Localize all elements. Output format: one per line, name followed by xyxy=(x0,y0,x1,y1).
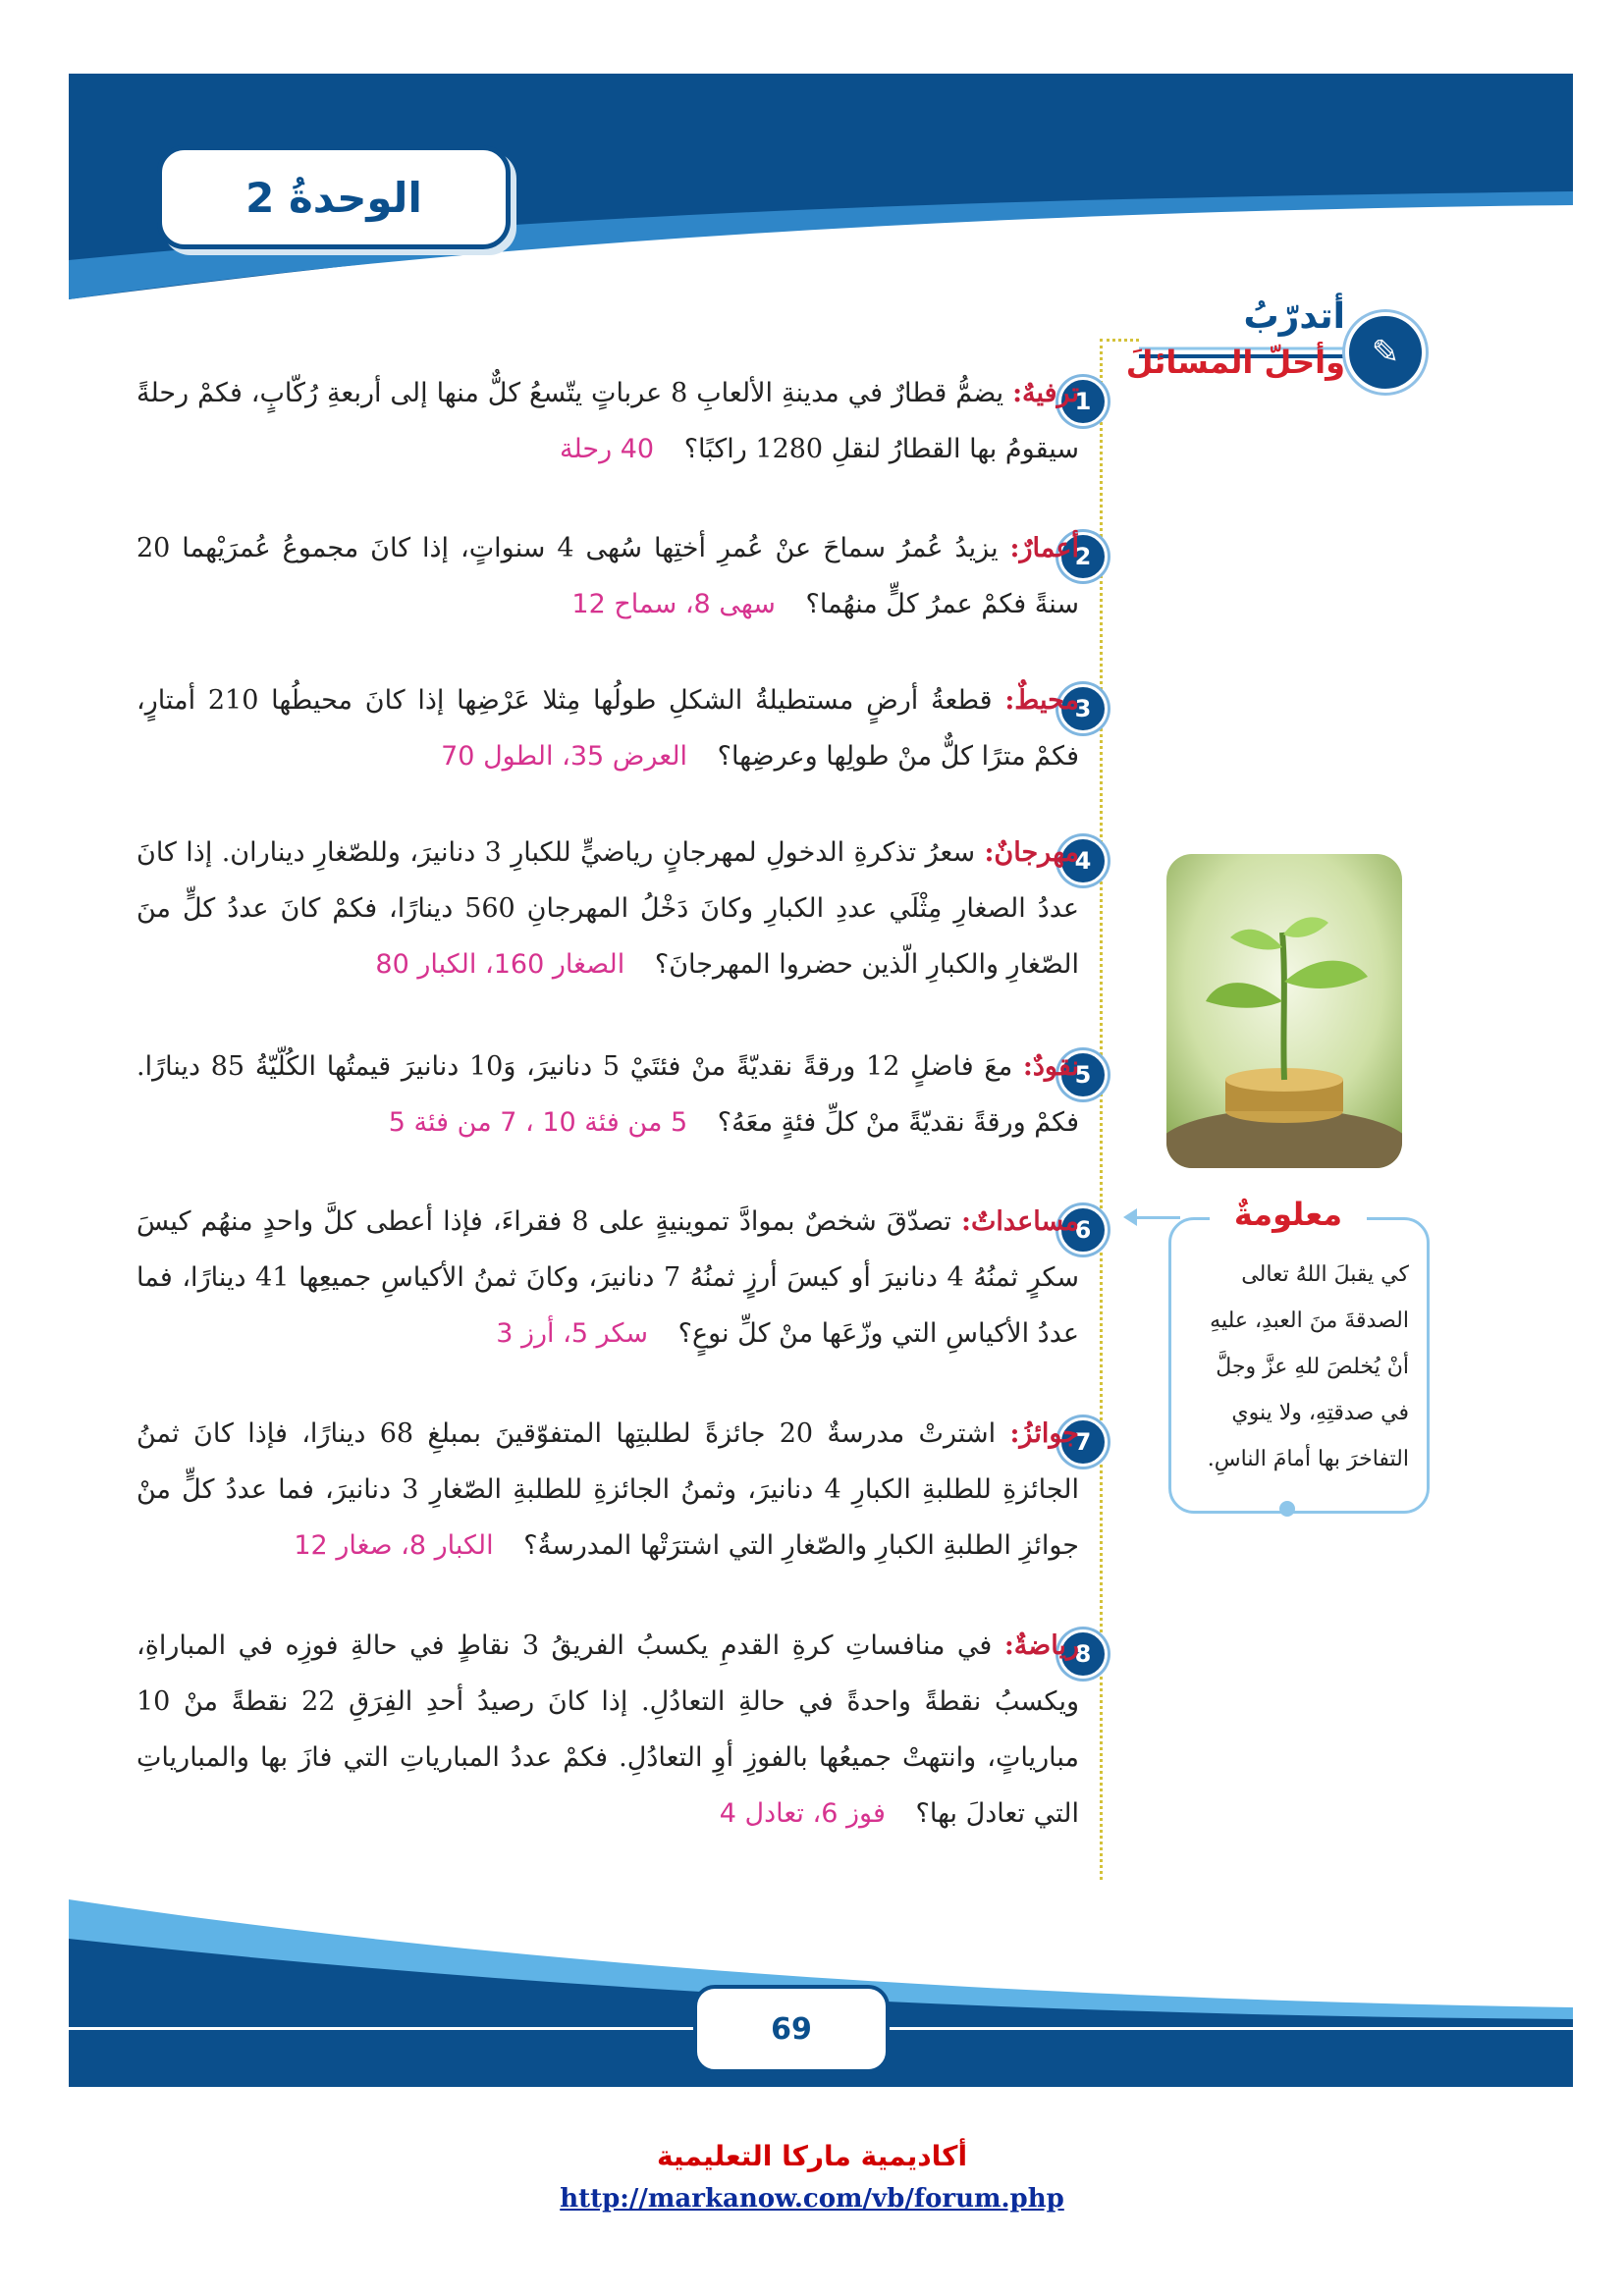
problem-answer: الصغار 160، الكبار 80 xyxy=(375,949,625,980)
problem-label: محيطٌ: xyxy=(1004,685,1079,716)
problem-number-badge: 6 xyxy=(1058,1205,1108,1255)
info-title: معلومةٌ xyxy=(1210,1196,1367,1233)
problem-answer: 5 من فئة 10 ، 7 من فئة 5 xyxy=(388,1107,688,1138)
unit-title-box xyxy=(157,145,511,249)
page-number-box xyxy=(693,1985,890,2073)
problem-text: معَ فاضلٍ 12 ورقةً نقديّةً منْ فئتَيْ 5 دنانيرَ، وَ10 دنانيرَ قيمتُها الكُلّيّةُ 85 دينارًا. فكمْ ورقةً نقديّةً منْ كلِّ فئةٍ معَهُ؟ xyxy=(136,1051,1079,1138)
problem-5 xyxy=(136,1039,1079,1150)
problem-answer: 40 رحلة xyxy=(560,434,655,464)
problem-3 xyxy=(136,672,1079,784)
page-number: 69 xyxy=(771,2011,812,2047)
problem-text: تصدّقَ شخصٌ بموادَّ تموينيةٍ على 8 فقراءَ، فإذا أعطى كلَّ واحدٍ منهُم كيسَ سكرٍ ثمنُهُ 4 دنانيرَ أو كيسَ أرزٍ ثمنُهُ 7 دنانيرَ، وكانَ ثمنُ الأكياسِ جميعِها 41 دينارًا، فما عددُ الأكياسِ التي وزّعَها منْ كلِّ نوعٍ؟ xyxy=(136,1206,1080,1349)
problem-number-badge: 1 xyxy=(1058,377,1108,426)
footer-title: أكاديمية ماركا التعليمية xyxy=(656,2140,968,2172)
problem-2 xyxy=(136,520,1079,632)
problem-number-badge: 2 xyxy=(1058,532,1108,581)
problem-text: اشترتْ مدرسةٌ 20 جائزةً لطلبتِها المتفوّقينَ بمبلغِ 68 دينارًا، فإذا كانَ ثمنُ الجائزةِ للطلبةِ الكبارِ 4 دنانيرَ، وثمنُ الجائزةِ للطلبةِ الصّغارِ 3 دنانيرَ، فما عددُ كلٍّ منْ جوائزِ الطلبةِ الكبارِ والصّغارِ التي اشترَتْها المدرسةُ؟ xyxy=(136,1418,1080,1561)
problem-text: في منافساتِ كرةِ القدمِ يكسبُ الفريقُ 3 نقاطٍ في حالةِ فوزِه في المباراةِ، ويكسبُ نقطةً واحدةً في حالةِ التعادُلِ. إذا كانَ رصيدُ أحدِ الفِرَقِ 22 نقطةً منْ 10 مبارياتٍ، وانتهتْ جميعُها بالفوزِ أوِ التعادُلِ. فكمْ عددُ المبارياتِ التي فازَ بها والمبارياتِ التي تعادلَ بها؟ xyxy=(136,1630,1080,1829)
problem-number-badge: 3 xyxy=(1058,684,1108,733)
unit-title: الوحدةُ 2 xyxy=(245,173,422,222)
problem-number-badge: 4 xyxy=(1058,836,1108,885)
problem-label: رياضةٌ: xyxy=(1003,1630,1079,1661)
problem-answer: فوز 6، تعادل 4 xyxy=(719,1798,886,1829)
problem-7 xyxy=(136,1406,1079,1574)
problem-1 xyxy=(136,365,1079,477)
problem-8 xyxy=(136,1618,1079,1842)
info-arrow-line xyxy=(1131,1216,1180,1219)
problem-answer: الكبار 8، صغار 12 xyxy=(294,1530,494,1561)
info-dot xyxy=(1279,1501,1295,1517)
section-title-line2: وأحلّ المسائلَ xyxy=(1125,344,1345,381)
problem-label: جوائزُ: xyxy=(1009,1418,1079,1449)
problem-number-badge: 5 xyxy=(1058,1050,1108,1099)
problem-number-badge: 8 xyxy=(1058,1629,1108,1679)
section-title-line1: أتدرّبُ xyxy=(1243,296,1345,337)
problem-label: أعمارٌ: xyxy=(1009,533,1079,563)
problem-number-badge: 7 xyxy=(1058,1417,1108,1467)
problem-text: قطعةُ أرضٍ مستطيلةُ الشكلِ طولُها مِثلا عَرْضِها إذا كانَ محيطُها 210 أمتارٍ، فكمْ مترًا كلٌّ منْ طولِها وعرضِها؟ xyxy=(136,685,1079,772)
problem-4 xyxy=(136,825,1079,992)
problem-text: يضمُّ قطارٌ في مدينةِ الألعابِ 8 عرباتٍ يتّسعُ كلٌّ منها إلى أربعةِ رُكّابٍ، فكمْ رحلةً سيقومُ بها القطارُ لنقلِ 1280 راكبًا؟ xyxy=(136,378,1079,464)
problem-answer: سهى 8، سماح 12 xyxy=(571,589,776,619)
arrow-left-icon xyxy=(1123,1208,1137,1226)
problem-label: ترفيهٌ: xyxy=(1012,378,1079,408)
problem-label: مهرجانٌ: xyxy=(984,837,1079,868)
plant-coins-image xyxy=(1166,854,1402,1168)
problem-text: يزيدُ عُمرُ سماحَ عنْ عُمرِ أختِها سُهى 4 سنواتٍ، إذا كانَ مجموعُ عُمرَيْهما 20 سنةً فكمْ عمرُ كلٍّ منهُما؟ xyxy=(136,533,1079,619)
problem-6 xyxy=(136,1194,1079,1362)
dotted-guide-connector xyxy=(1100,339,1139,342)
problem-label: مساعداتٌ: xyxy=(961,1206,1079,1237)
problem-label: نقودٌ: xyxy=(1022,1051,1080,1082)
problem-text: سعرُ تذكرةِ الدخولِ لمهرجانٍ رياضيٍّ للكبارِ 3 دنانيرَ، وللصّغارِ ديناران. إذا كانَ عددُ الصغارِ مِثْلَي عددِ الكبارِ وكانَ دَخْلُ المهرجانِ 560 دينارًا، فكمْ كانَ عددُ كلٍّ منَ الصّغارِ والكبارِ الّذين حضروا المهرجانَ؟ xyxy=(136,837,1080,980)
problem-answer: العرض 35، الطول 70 xyxy=(441,741,688,772)
pencil-hand-icon: ✎ xyxy=(1345,312,1426,393)
footer-link[interactable]: http://markanow.com/vb/forum.php xyxy=(560,2184,1064,2214)
info-text: كي يقبلَ اللهُ تعالى الصدقةَ منَ العبدِ، عليهِ أنْ يُخلصَ للهِ عزَّ وجلَّ في صدقتِهِ، ولا ينوي التفاخرَ بها أمامَ الناسِ. xyxy=(1207,1262,1409,1471)
problem-answer: سكر 5، أرز 3 xyxy=(496,1318,649,1349)
